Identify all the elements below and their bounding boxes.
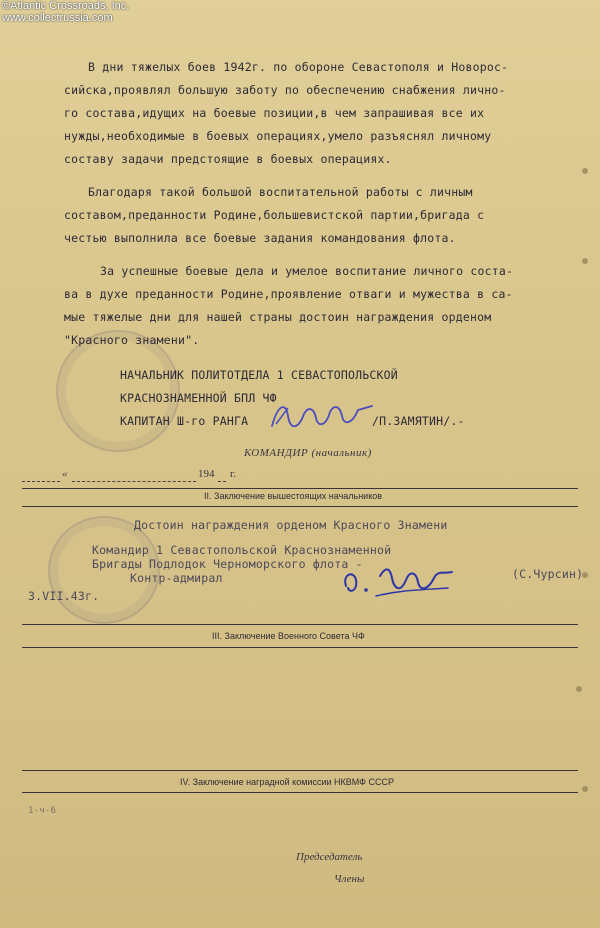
section-divider — [22, 792, 578, 793]
section2-date: 3.VII.43г. — [28, 589, 100, 603]
section3-title: III. Заключение Военного Совета ЧФ — [212, 631, 365, 641]
section2-line: Контр-адмирал — [130, 571, 223, 585]
body-line: составу задачи предстоящие в боевых операциях. — [64, 152, 392, 166]
commander-label: КОМАНДИР (начальник) — [244, 447, 372, 459]
date-year: 194 — [198, 468, 215, 480]
signer-unit: КРАСНОЗНАМЕННОЙ БПЛ ЧФ — [120, 391, 277, 405]
section2-title: II. Заключение вышестоящих начальников — [204, 491, 383, 501]
handwritten-signature — [340, 560, 458, 600]
watermark-line1: ©Atlantic Crossroads, Inc. — [2, 0, 130, 12]
section-divider — [22, 647, 578, 648]
date-line-month — [72, 481, 196, 482]
watermark-line2: www.collectrussia.com — [2, 12, 113, 24]
date-g: г. — [230, 468, 237, 480]
section4-title: IV. Заключение наградной комиссии НКВМФ СССР — [180, 777, 394, 787]
section-divider — [22, 488, 578, 489]
section-divider — [22, 506, 578, 507]
body-line: го состава,идущих на боевые позиции,в чем запрашивая все их — [64, 106, 485, 120]
section2-name: (С.Чурсин) — [512, 567, 584, 581]
section-divider — [22, 770, 578, 771]
body-line: Благодаря такой большой воспитательной работы с личным — [88, 185, 473, 199]
section-divider — [22, 624, 578, 625]
handwritten-signature — [268, 396, 378, 436]
signer-rank: КАПИТАН Ш-го РАНГА — [120, 414, 249, 428]
commission-members: Члены — [334, 873, 365, 885]
section2-line: Достоин награждения орденом Красного Знамени — [134, 518, 448, 532]
watermark — [2, 0, 129, 24]
body-line: За успешные боевые дела и умелое воспитание личного соста- — [100, 264, 514, 278]
section2-line: Бригады Подлодок Черноморского флота - — [92, 557, 363, 571]
punch-hole — [582, 168, 588, 174]
punch-hole — [582, 258, 588, 264]
body-line: сийска,проявлял большую заботу по обеспечению снабжения личнo- — [64, 83, 506, 97]
body-line: "Красного знамени". — [64, 333, 200, 347]
commission-chairman: Председатель — [296, 851, 363, 863]
punch-hole — [576, 686, 582, 692]
signer-name: /П.ЗАМЯТИН/.- — [372, 414, 465, 428]
section2-line: Командир 1 Севастопольской Краснознаменной — [92, 543, 392, 557]
signer-title: НАЧАЛЬНИК ПОЛИТОТДЕЛА 1 СЕВАСТОПОЛЬСКОЙ — [120, 368, 398, 382]
punch-hole — [582, 786, 588, 792]
body-line: ва в духе преданности Родине,проявление отваги и мужества в са- — [64, 287, 513, 301]
date-line-day — [22, 481, 60, 482]
date-quote: « — [62, 468, 68, 480]
date-line-year — [218, 481, 226, 482]
body-line: честью выполнила все боевые задания командования флота. — [64, 231, 456, 245]
section4-note: 1-ч-6 — [28, 806, 57, 816]
body-line: мые тяжелые дни для нашей страны достоин награждения орденом — [64, 310, 492, 324]
body-line: нужды,необходимые в боевых операциях,умело разъяснял личному — [64, 129, 492, 143]
body-line: В дни тяжелых боев 1942г. по обороне Севастополя и Новорос- — [88, 60, 509, 74]
body-line: составом,преданности Родине,большевистской партии,бригада с — [64, 208, 485, 222]
